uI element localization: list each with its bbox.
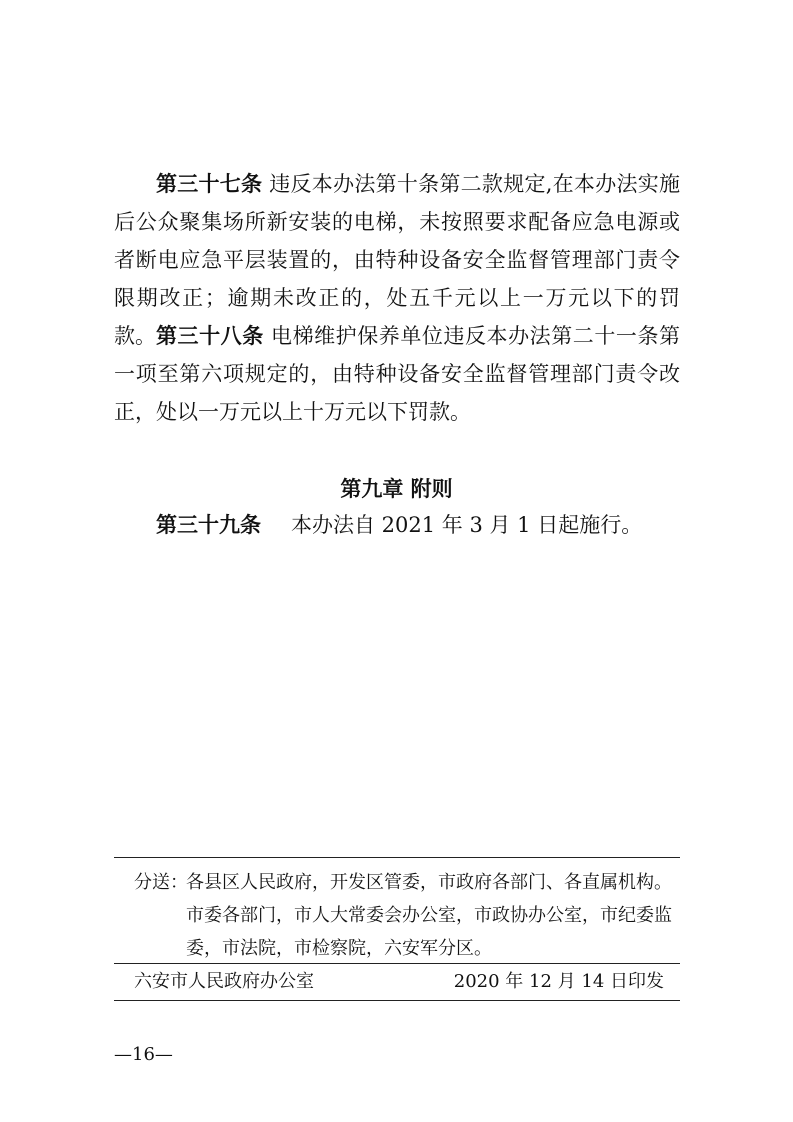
distribution-label: 分送：	[134, 872, 188, 893]
distribution-top-rule	[114, 857, 680, 858]
distribution-line-1	[134, 866, 674, 899]
distribution-block	[134, 866, 674, 965]
article-38-body: 电梯维护保养单位违反本办法第二十一条第一项至第六项规定的，由特种设备安全监督管理部门责令改正，处以一万元以上十万元以下罚款。	[114, 324, 680, 424]
issuing-office: 六安市人民政府办公室	[134, 971, 314, 992]
issue-date: 2020 年 12 月 14 日印发	[453, 971, 664, 992]
distribution-line-3: 委，市法院，市检察院，六安军分区。	[186, 938, 492, 959]
issuer-bottom-rule	[114, 1000, 680, 1001]
article-37-body: 违反本办法第十条第二款规定,在本办法实施后公众聚集场所新安装的电梯，未按照要求配备应急电源或者断电应急平层装置的，由特种设备安全监督管理部门责令限期改正；逾期未改正的，处五千元以上一万元以下的罚款。	[114, 172, 680, 348]
distribution-recipients-1: 各县区人民政府，开发区管委，市政府各部门、各直属机构。	[186, 872, 672, 893]
article-39-heading: 第三十九条	[156, 513, 261, 537]
issuer-row	[134, 967, 664, 997]
article-39-body: 本办法自 2021 年 3 月 1 日起施行。	[291, 513, 643, 537]
page-number: —16—	[114, 1044, 173, 1065]
chapter-title: 第九章 附则	[340, 477, 453, 501]
article-39	[156, 510, 642, 540]
distribution-middle-rule	[114, 963, 680, 964]
distribution-line-2: 市委各部门，市人大常委会办公室，市政协办公室，市纪委监	[186, 905, 672, 926]
article-38	[114, 317, 680, 431]
article-37-heading: 第三十七条	[156, 172, 263, 196]
article-38-heading: 第三十八条	[156, 324, 264, 348]
